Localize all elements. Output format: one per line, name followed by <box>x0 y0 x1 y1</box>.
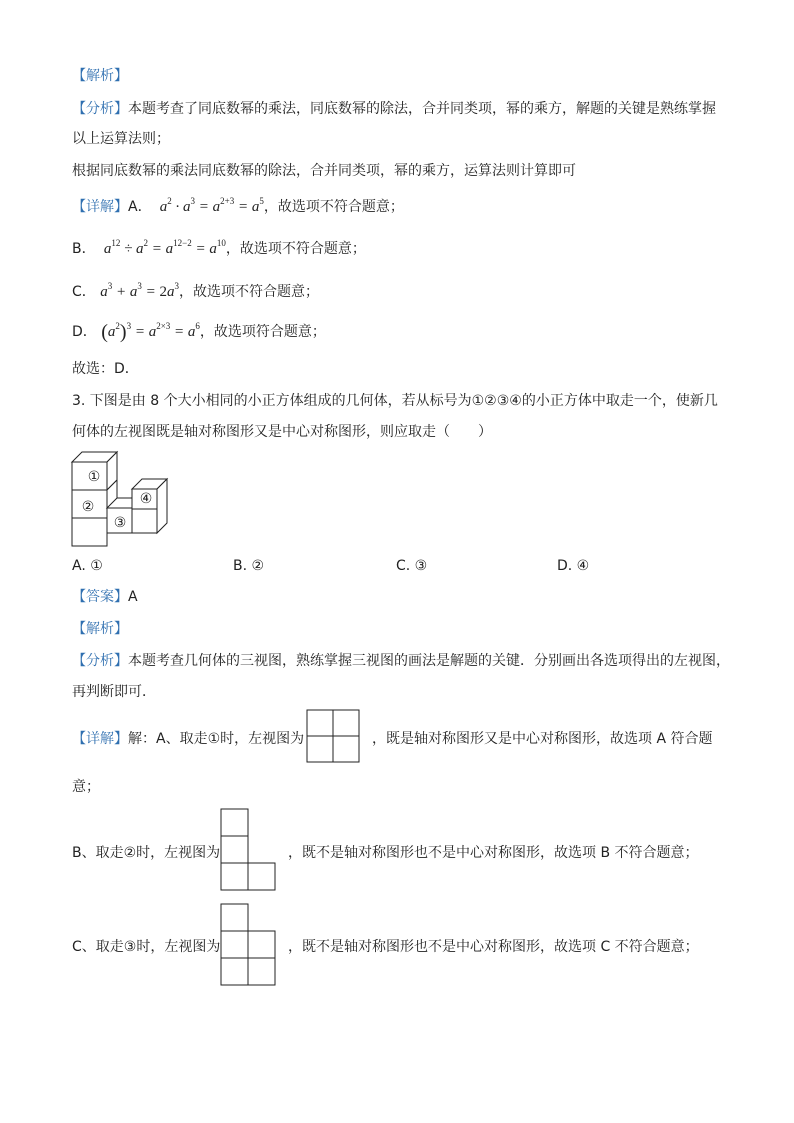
detail-option-a: 【详解】A． $a^2 \cdot a^3 = a^{2+3} = a^5$，故选项不符合题意； <box>72 196 404 215</box>
choice-b: B. ② <box>233 558 265 574</box>
detail-a-cont: 意； <box>72 779 100 795</box>
fenxi-paragraph-2-cont: 再判断即可． <box>72 684 156 700</box>
detail-b-post: ，既不是轴对称图形也不是中心对称图形，故选项 B 不符合题意； <box>288 845 699 861</box>
choice-a: A. ① <box>72 558 103 574</box>
detail-b-pre: B、取走②时，左视图为 <box>72 845 221 861</box>
left-view-c <box>220 903 278 987</box>
formula-b: $a^{12} \div a^2 = a^{12-2} = a^{10}$ <box>100 238 226 257</box>
detail-option-b: B． $a^{12} \div a^2 = a^{12-2} = a^{10}$，故选项不符合题意； <box>72 238 366 257</box>
formula-c: $a^3 + a^3 = 2a^3$ <box>100 281 179 300</box>
cube-label-4: ④ <box>139 491 153 507</box>
choice-c: C. ③ <box>396 558 428 574</box>
jiexi-label-2: 【解析】 <box>72 621 128 637</box>
detail-c-pre: C、取走③时，左视图为 <box>72 939 221 955</box>
cube-label-2: ② <box>81 499 95 515</box>
fenxi-summary-1: 根据同底数幂的乘法同底数幂的除法，合并同类项，幂的乘方，运算法则计算即可 <box>72 163 576 179</box>
left-view-b <box>220 808 278 892</box>
cube-label-1: ① <box>87 469 101 485</box>
cube-label-3: ③ <box>113 515 127 531</box>
detail-c-post: ，既不是轴对称图形也不是中心对称图形，故选项 C 不符合题意； <box>288 939 699 955</box>
detail-a-post: ，既是轴对称图形又是中心对称图形，故选项 A 符合题 <box>372 731 713 747</box>
fenxi-paragraph-1-cont: 以上运算法则； <box>72 131 170 147</box>
left-view-a <box>306 709 362 765</box>
cube-figure <box>70 445 175 549</box>
fenxi-paragraph-1: 【分析】本题考查了同底数幂的乘法，同底数幂的除法，合并同类项，幂的乘方，解题的关键是熟练掌握 <box>72 101 716 117</box>
detail-option-c: C． $a^3 + a^3 = 2a^3$，故选项不符合题意； <box>72 281 319 300</box>
jiexi-label-1: 【解析】 <box>72 68 128 84</box>
detail-option-d: D． $(a^2)^3 = a^{2\times 3} = a^6$，故选项符合题意； <box>72 321 326 343</box>
cube-bottom-left <box>72 518 107 546</box>
choice-d: D. ④ <box>557 558 590 574</box>
answer-choice-d: 故选：D． <box>72 361 139 377</box>
detail-a-line: 【详解】解：A、取走①时，左视图为 <box>72 731 305 747</box>
formula-a: $a^2 \cdot a^3 = a^{2+3} = a^5$ <box>156 196 264 215</box>
question-3-line2: 何体的左视图既是轴对称图形又是中心对称图形，则应取走（ ） <box>72 424 492 440</box>
question-3-line1: 3. 下图是由 8 个大小相同的小正方体组成的几何体，若从标号为①②③④的小正方体中取走一个，使新几 <box>72 393 718 409</box>
fenxi-paragraph-2: 【分析】本题考查几何体的三视图，熟练掌握三视图的画法是解题的关键．分别画出各选项得出的左视图， <box>72 653 730 669</box>
formula-d: $(a^2)^3 = a^{2\times 3} = a^6$ <box>101 321 200 343</box>
answer-line: 【答案】A <box>72 589 138 605</box>
